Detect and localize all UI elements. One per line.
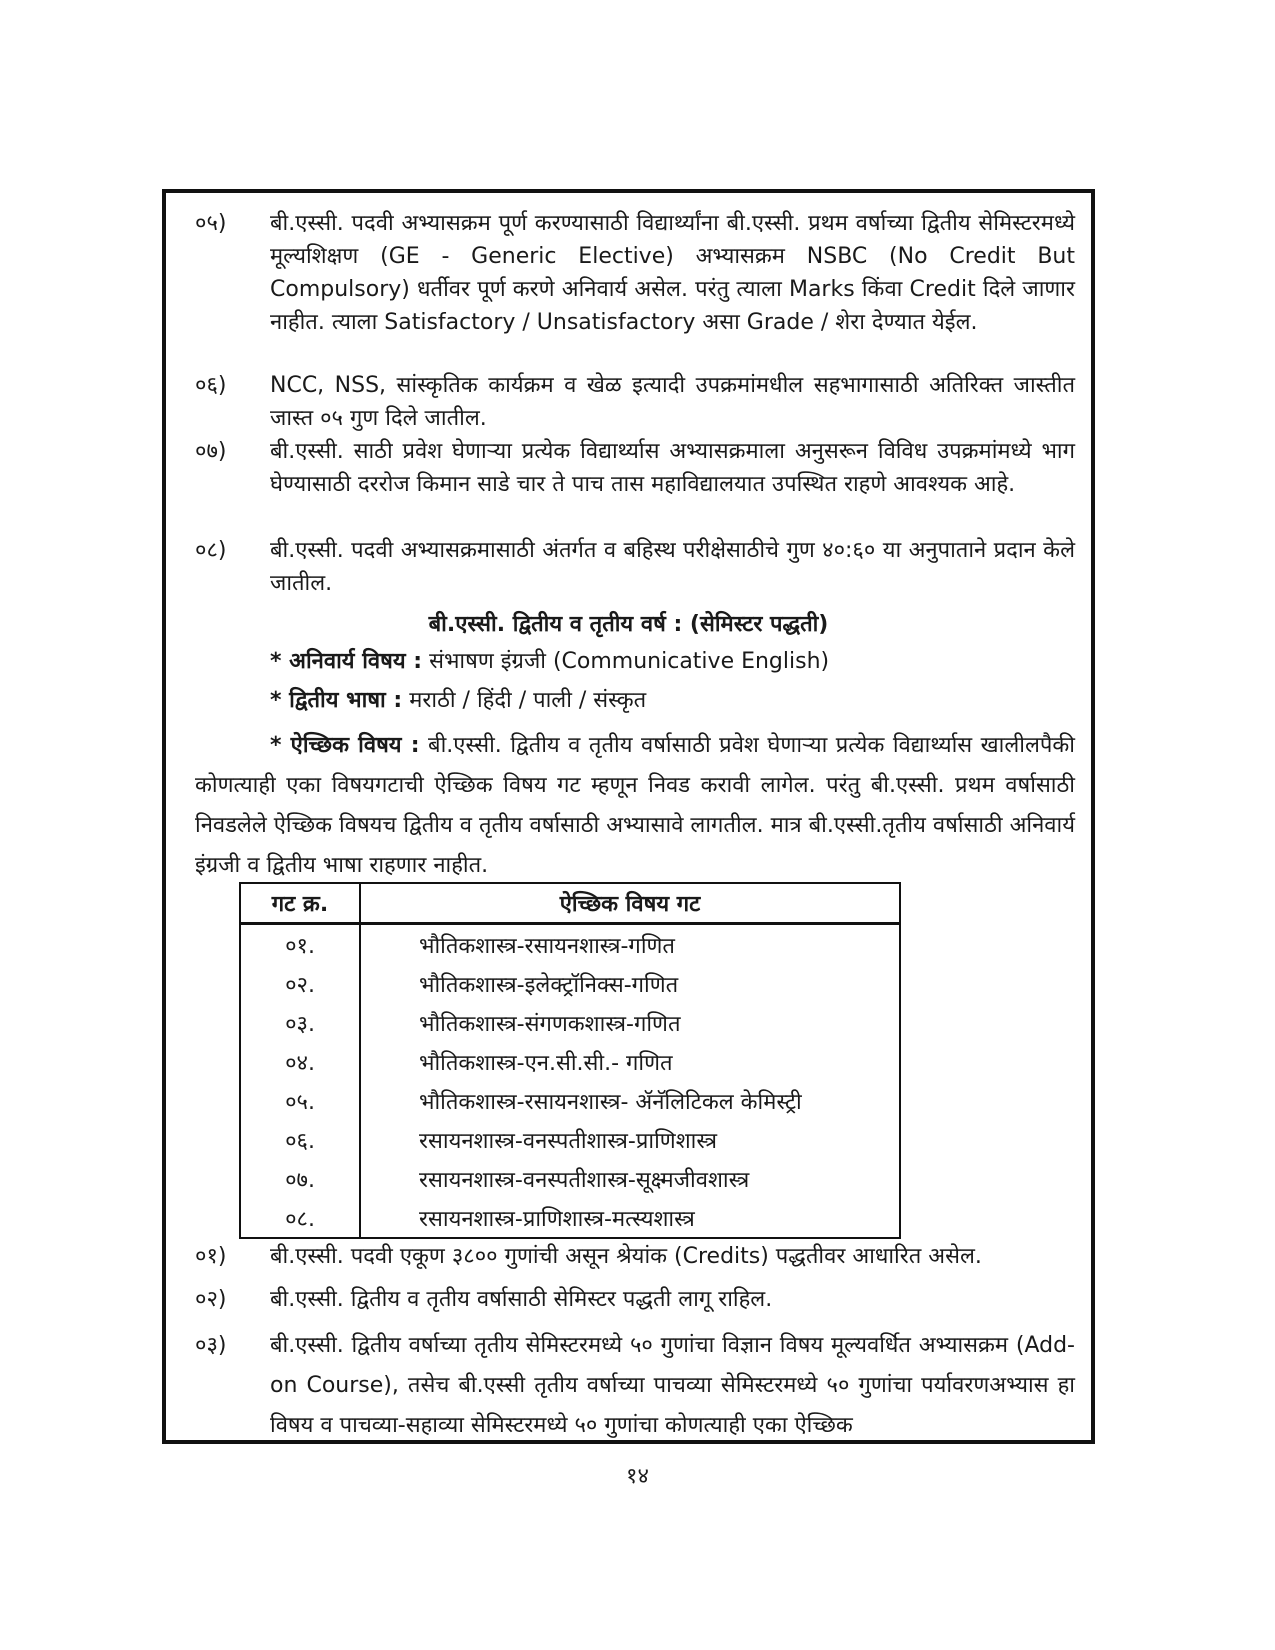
- group-number: ०५.: [240, 1081, 360, 1120]
- group-subjects: रसायनशास्त्र-वनस्पतीशास्त्र-प्राणिशास्त्र: [360, 1120, 900, 1159]
- compulsory-value: संभाषण इंग्रजी (Communicative English): [422, 649, 830, 674]
- list-item: [195, 207, 1075, 339]
- second-language-value: मराठी / हिंदी / पाली / संस्कृत: [402, 688, 647, 713]
- item-number: ०३): [195, 1333, 227, 1358]
- section-heading: बी.एस्सी. द्वितीय व तृतीय वर्ष : (सेमिस्टर पद्धती): [428, 612, 829, 637]
- item-number: ०२): [195, 1287, 227, 1312]
- table-row: [240, 1042, 900, 1081]
- group-subjects: भौतिकशास्त्र-इलेक्ट्रॉनिक्स-गणित: [360, 964, 900, 1003]
- group-subjects: भौतिकशास्त्र-रसायनशास्त्र-गणित: [360, 924, 900, 965]
- list-item: [195, 534, 1075, 600]
- optional-label: * ऐच्छिक विषय :: [270, 733, 420, 758]
- list-item: [195, 1326, 1075, 1446]
- list-item: [195, 369, 1075, 435]
- list-item: [195, 1240, 1075, 1273]
- item-text: बी.एस्सी. पदवी एकूण ३८०० गुणांची असून श्रेयांक (Credits) पद्धतीवर आधारित असेल.: [270, 1244, 982, 1269]
- table-row: [240, 1120, 900, 1159]
- group-number: ०१.: [240, 924, 360, 965]
- item-number: ०८): [195, 538, 227, 563]
- group-number: ०२.: [240, 964, 360, 1003]
- column-header: गट क्र.: [240, 883, 360, 924]
- table-row: [240, 1198, 900, 1238]
- table-row: [240, 1159, 900, 1198]
- table-row: [240, 924, 900, 965]
- optional-value: बी.एस्सी. द्वितीय व तृतीय वर्षासाठी प्रवेश घेणाऱ्या प्रत्येक विद्यार्थ्यास खालीलपैकी कोणत्याही एका विषयगटाची ऐच्छिक विषय गट म्हणून निवड करावी लागेल. परंतु बी.एस्सी. प्रथम वर्षासाठी निवडलेले ऐच्छिक विषयच द्वितीय व तृतीय वर्षासाठी अभ्यासावे लागतील. मात्र बी.एस्सी.तृतीय वर्षासाठी अनिवार्य इंग्रजी व द्वितीय भाषा राहणार नाहीत.: [195, 733, 1075, 878]
- item-text: बी.एस्सी. पदवी अभ्यासक्रम पूर्ण करण्यासाठी विद्यार्थ्यांना बी.एस्सी. प्रथम वर्षाच्या द्वितीय सेमिस्टरमध्ये मूल्यशिक्षण (GE - Generic Elective) अभ्यासक्रम NSBC (No Credit But Compulsory) धर्तीवर पूर्ण करणे अनिवार्य असेल. परंतु त्याला Marks किंवा Credit दिले जाणार नाहीत. त्याला Satisfactory / Unsatisfactory असा Grade / शेरा देण्यात येईल.: [270, 211, 1075, 335]
- list-item: [195, 435, 1075, 501]
- second-language: [270, 684, 646, 717]
- group-number: ०७.: [240, 1159, 360, 1198]
- group-subjects: भौतिकशास्त्र-संगणकशास्त्र-गणित: [360, 1003, 900, 1042]
- group-subjects: भौतिकशास्त्र-एन.सी.सी.- गणित: [360, 1042, 900, 1081]
- item-text: बी.एस्सी. साठी प्रवेश घेणाऱ्या प्रत्येक विद्यार्थ्यास अभ्यासक्रमाला अनुसरून विविध उपक्रमांमध्ये भाग घेण्यासाठी दररोज किमान साडे चार ते पाच तास महाविद्यालयात उपस्थित राहणे आवश्यक आहे.: [270, 439, 1075, 497]
- list-item: [195, 1283, 1075, 1316]
- group-subjects: भौतिकशास्त्र-रसायनशास्त्र- ॲनॅलिटिकल केमिस्ट्री: [360, 1081, 900, 1120]
- column-header: ऐच्छिक विषय गट: [360, 883, 900, 924]
- item-text: बी.एस्सी. पदवी अभ्यासक्रमासाठी अंतर्गत व बहिस्थ परीक्षेसाठीचे गुण ४०:६० या अनुपाताने प्रदान केले जातील.: [270, 538, 1075, 596]
- group-number: ०४.: [240, 1042, 360, 1081]
- table-row: [240, 1081, 900, 1120]
- table-row: [240, 964, 900, 1003]
- item-number: ०१): [195, 1244, 227, 1269]
- compulsory-label: * अनिवार्य विषय :: [270, 649, 423, 674]
- second-language-label: * द्वितीय भाषा :: [270, 688, 403, 713]
- item-text: NCC, NSS, सांस्कृतिक कार्यक्रम व खेळ इत्यादी उपक्रमांमधील सहभागासाठी अतिरिक्त जास्तीत जास्त ०५ गुण दिले जातील.: [270, 373, 1075, 431]
- group-number: ०६.: [240, 1120, 360, 1159]
- item-text: बी.एस्सी. द्वितीय व तृतीय वर्षासाठी सेमिस्टर पद्धती लागू राहिल.: [270, 1287, 773, 1312]
- page-number: १४: [626, 1464, 649, 1489]
- group-number: ०३.: [240, 1003, 360, 1042]
- group-subjects: रसायनशास्त्र-प्राणिशास्त्र-मत्स्यशास्त्र: [360, 1198, 900, 1238]
- item-number: ०६): [195, 373, 227, 398]
- optional-subject-paragraph: [195, 726, 1075, 886]
- group-number: ०८.: [240, 1198, 360, 1238]
- compulsory-subject: [270, 645, 829, 678]
- item-text: बी.एस्सी. द्वितीय वर्षाच्या तृतीय सेमिस्टरमध्ये ५० गुणांचा विज्ञान विषय मूल्यवर्धित अभ्यासक्रम (Add-on Course), तसेच बी.एस्सी तृतीय वर्षाच्या पाचव्या सेमिस्टरमध्ये ५० गुणांचा पर्यावरणअभ्यास हा विषय व पाचव्या-सहाव्या सेमिस्टरमध्ये ५० गुणांचा कोणत्याही एका ऐच्छिक: [270, 1333, 1075, 1438]
- item-number: ०५): [195, 211, 227, 236]
- item-number: ०७): [195, 439, 227, 464]
- table-header-row: [240, 883, 900, 924]
- table-row: [240, 1003, 900, 1042]
- group-subjects: रसायनशास्त्र-वनस्पतीशास्त्र-सूक्ष्मजीवशास्त्र: [360, 1159, 900, 1198]
- subject-group-table: [239, 882, 901, 1239]
